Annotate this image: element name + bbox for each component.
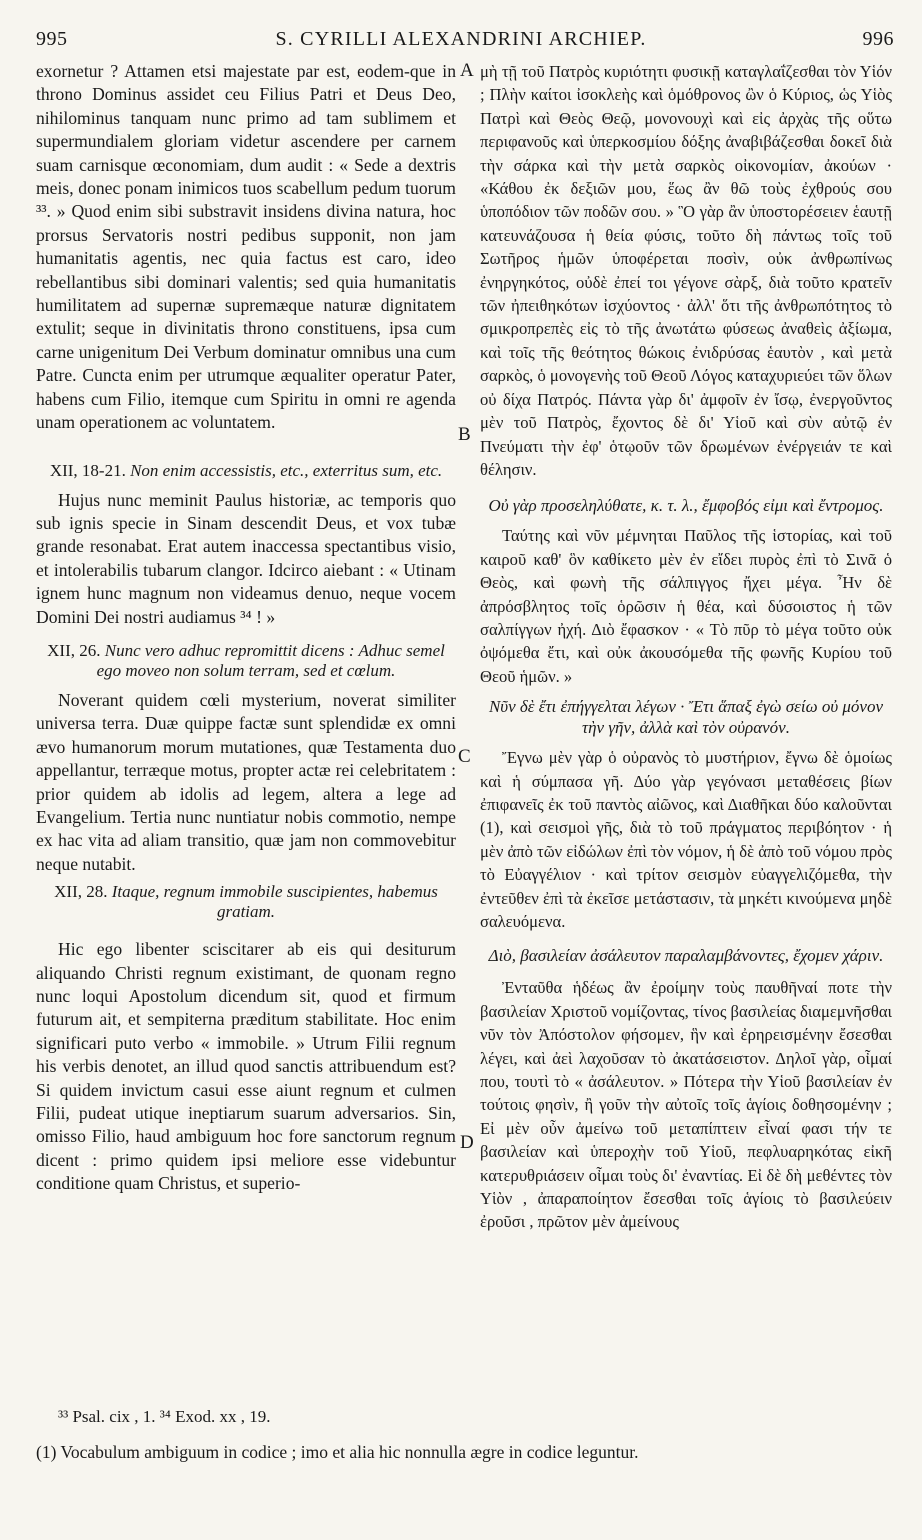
latin-section-heading-4 [36,882,456,922]
margin-marker-c: C [458,746,471,767]
running-title: S. CYRILLI ALEXANDRINI ARCHIEP. [275,28,647,50]
margin-marker-a: A [460,60,474,81]
footnote-references: ³³ Psal. cix , 1. ³⁴ Exod. xx , 19. [58,1407,271,1426]
latin-paragraph-4: Hic ego libenter sciscitarer ab eis qui desiturum aliquando Christi regnum existimant, de quonam regno nunc loqui Apostolum dicendum sit, quod et firmum futurum ait, et sempiterna præditum stabilitate. Hoc enim significari puto verbo « immobile. » Utrum Filii regnum his verbis denotet, an illud quod sanctis attribuendum est? Si quidem invictum casui esse aiunt regnum et culmen Filii, pudeat utique ineptiarum suarum adversarios. Sin, omisso Filio, haud ambiguum hoc fore sanctorum regnum dicent : primo quidem ipsi meliore esse videbuntur conditione quam Christus, et superio- [36,939,456,1194]
latin-heading-4-text: Itaque, regnum immobile suscipientes, habemus gratiam. [111,882,438,922]
latin-paragraph-2: Hujus nunc meminit Paulus historiæ, ac temporis quo sub ignis specie in Sinam descendit Deus, et vox tubæ grande resonabat. Erat autem inaccessa spectantibus visio, et intolerabilis tubarum clangor. Idcirco aiebant : « Utinam ignem hunc magnum non videamus denuo, neque vocem Domini Dei nostri audiamus ³⁴ ! » [36,489,456,627]
footnote-codex: (1) Vocabulum ambiguum in codice ; imo et alia hic nonnulla ægre in codice leguntur. [36,1442,639,1462]
latin-heading-3-ref: XII, 26. [47,640,101,660]
latin-paragraph-1: exornetur ? Attamen etsi majestate par est, eodem-que in throno Dominus assidet ceu Filius Patri et Deus Deo, nihilominus tanquam nunc primo ad tam sublimem et supermundialem gloriam videtur ascendere per carnem suam carnisque œconomiam, dum audit : « Sede a dextris meis, donec ponam inimicos tuos scabellum pedum tuorum ³³. » Quod enim sibi substravit insidens divina natura, hoc prorsus Servatoris nostri pedibus supponit, non jam humanitatis agentis, nec quia factus est caro, ideo rebellantibus sibi dominari valentis; sed quia humanitatis humilitatem ad supernæ supremæque naturæ dignitatem extulit; seque in divinitatis throno constituens, ipsa cum carne unigenitum Dei Verbum dominatur omnibus una cum Patre. Cuncta enim per utrumque æqualiter operatur Pater, habens cum Filio, itemque cum Spiritu in omni re agenda unam operationem ac voluntatem. [36,61,456,433]
greek-paragraph-3: Ἔγνω μὲν γὰρ ὁ οὐρανὸς τὸ μυστήριον, ἔγνω δὲ ὁμοίως καὶ ἡ σύμπασα γῆ. Δύο γὰρ γεγόνασι μεταθέσεις βίων ἐπιφανεῖς ἐκ τοῦ παντὸς αἰῶνος, καὶ Διαθῆκαι δύο καλοῦνται (1), καὶ σεισμοὶ γῆς, διὰ τὸ τοῦ πράγματος περιβόητον · ἡ μὲν ἀπὸ τῶν εἰδώλων ἐπὶ τὸν νόμον, ἡ δὲ ἀπὸ τοῦ νόμου πρὸς τὸ Εὐαγγέλιον · καὶ τρίτον σεισμὸν εὐαγγελιζόμεθα, τὴν ἐντεῦθεν ἐπὶ τὰ ἐκεῖσε μετάστασιν, τὰ μηκέτι κινούμενα μηδὲ σαλευόμενα. [480,748,892,931]
greek-paragraph-4: Ἐνταῦθα ἡδέως ἂν ἐροίμην τοὺς παυθῆναί ποτε τὴν βασιλείαν Χριστοῦ νομίζοντας, τίνος βασιλείας διαμεμνῆσθαι νῦν τὸν Ἀπόστολον φήσομεν, ἣν καὶ ἐρηρεισμένην ἔσεσθαι λέγει, καὶ ἀεὶ λαχοῦσαν τὸ ἀκατάσειστον. Δηλοῖ γὰρ, οἶμαί που, τουτὶ τὸ « ἀσάλευτον. » Πότερα τὴν Υἱοῦ βασιλείαν ἐν τούτοις φησὶν, ἢ γοῦν τὴν αὐτοῖς τοῖς ἁγίοις δοθησομένην ; Εἰ μὲν οὖν ἀμείνω τοῦ μεταπίπτειν εἶναί φασι τήν τε βασιλείαν καὶ ὑπεροχὴν τοῦ Υἱοῦ, πεφλυαρηκότας εἰκῆ κατερυθριάσειν οἶμαι τοὺς δι' ἐναντίας. Εἰ δὲ δὴ μεθέντες τὸν Υἱὸν , ἀπαραποίητον ἔσεσθαι τοῖς ἁγίοις τὸ βασιλεύειν ἐροῦσι , πρῶτον μὲν ἀμείνους [480,978,892,1232]
latin-heading-3-text: Nunc vero adhuc repromittit dicens : Adhuc semel ego moveo non solum terram, sed et cœlum. [96,640,445,680]
latin-heading-2-ref: XII, 18-21. [49,460,126,480]
latin-section-heading-2 [36,461,456,481]
margin-marker-d: D [460,1132,474,1153]
latin-column [36,60,456,1196]
page-number-right: 996 [862,28,894,50]
greek-column [480,60,892,1234]
greek-section-heading-3: Νῦν δὲ ἔτι ἐπήγγελται λέγων · Ἔτι ἅπαξ ἐγὼ σείω οὐ μόνον τὴν γῆν, ἀλλὰ καὶ τὸν οὐρανόν. [488,697,884,738]
greek-paragraph-2: Ταύτης καὶ νῦν μέμνηται Παῦλος τῆς ἱστορίας, καὶ τοῦ καιροῦ καθ' ὃν καθίκετο μὲν ἐν εἴδει πυρὸς ἐπὶ τὸ Σινᾶ ὁ Θεὸς, καὶ φωνὴ τῆς σάλπιγγος ἤχει μέγα. Ἦν δὲ ἀπρόσβλητος τοῖς ὁρῶσιν ἡ θέα, καὶ δύσοιστος ἡ τῶν σαλπίγγων ἠχή. Διὸ ἔφασκον · « Τὸ πῦρ τὸ μέγα τοῦτο οὐκ ὀψόμεθα ἔτι, καὶ οὐκ ἀκουσόμεθα τῆς φωνῆς Κυρίου τοῦ Θεοῦ ἡμῶν. » [480,526,892,686]
latin-heading-4-ref: XII, 28. [54,882,108,902]
greek-section-heading-4: Διὸ, βασιλείαν ἀσάλευτον παραλαμβάνοντες, ἔχομεν χάριν. [488,946,884,966]
latin-heading-2-text: Non enim accessistis, etc., exterritus sum, etc. [130,460,443,480]
margin-marker-b: B [458,424,471,445]
page-number-left: 995 [36,28,68,50]
greek-paragraph-1: μὴ τῇ τοῦ Πατρὸς κυριότητι φυσικῇ καταγλαΐζεσθαι τὸν Υἱόν ; Πλὴν καίτοι ἰσοκλεὴς καὶ ὁμόθρονος ὢν ὁ Κύριος, ὡς Υἱὸς Πατρὶ καὶ Θεὸς Θεῷ, μονονουχὶ καὶ εἰς ἀρχὰς τῆς οὕτω περιφανοῦς καὶ ὑπερκοσμίου δόξης ἀναβιβάζεσθαι δοκεῖ διὰ τὴν σάρκα καὶ τὴν μετὰ σαρκὸς οἰκονομίαν, ἀκούων · «Κάθου ἐκ δεξιῶν μου, ἕως ἂν θῶ τοὺς ἐχθρούς σου ὑποπόδιον τῶν ποδῶν σου. » Ὃ γὰρ ἂν ὑποστορέσειεν ἑαυτῇ κατευνάζουσα ἡ θεία φύσις, τοῦτο δὴ πάντως τοῖς τοῦ Σωτῆρος ἡμῶν ὑποφέρεται ποσὶν, οὐκ ἀνθρωπίνως ἐνηργηκότος, οὐδὲ ἐπεί τοι γέγονε σὰρξ, διὰ τοῦτο κρατεῖν τῶν ἠπειθηκότων ἰσχύοντος · ἀλλ' ὅτι τῆς ἀνθρωπότητος τὸ σμικροπρεπὲς εἰς τὸ τῆς ἀνωτάτω φύσεως ἀναθεὶς ἀξίωμα, καὶ τοῖς τῆς θεότητος θώκοις ἐνιδρύσας ἑαυτὸν , καὶ μετὰ σαρκὸς, ὁ μονογενὴς τοῦ Θεοῦ Λόγος καταχυριεύει τῶν ὅλων οὐ δίχα Πατρός. Πάντα γὰρ δι' ἀμφοῖν ἐν ἴσῳ, ἐνεργοῦντος μὲν τοῦ Πατρὸς, ἔχοντος δὲ δι' Υἱοῦ καὶ σὺν αὐτῷ ἐν Πνεύματι τὴν ἐφ' ὁτῳοῦν τῶν δρωμένων ἐνέργειάν τε καὶ θέλησιν. [480,62,892,479]
latin-paragraph-3: Noverant quidem cœli mysterium, noverat similiter universa terra. Duæ quippe factæ sunt splendidæ ex omni ævo humanorum morum mutationes, quæ Testamenta duo appellantur, terræque motus, propter actæ rei celebritatem : prior quidem ab idolis ad legem, altera a lege ad Evangelium. Tertia nunc nuntiatur nobis commotio, nempe ex hac vita ad aliam transitio, quæ jam non commovebitur neque nutabit. [36,689,456,874]
greek-section-heading-2: Οὐ γὰρ προσεληλύθατε, κ. τ. λ., ἔμφοβός εἰμι καὶ ἔντρομος. [488,496,884,516]
latin-section-heading-3 [36,641,456,681]
